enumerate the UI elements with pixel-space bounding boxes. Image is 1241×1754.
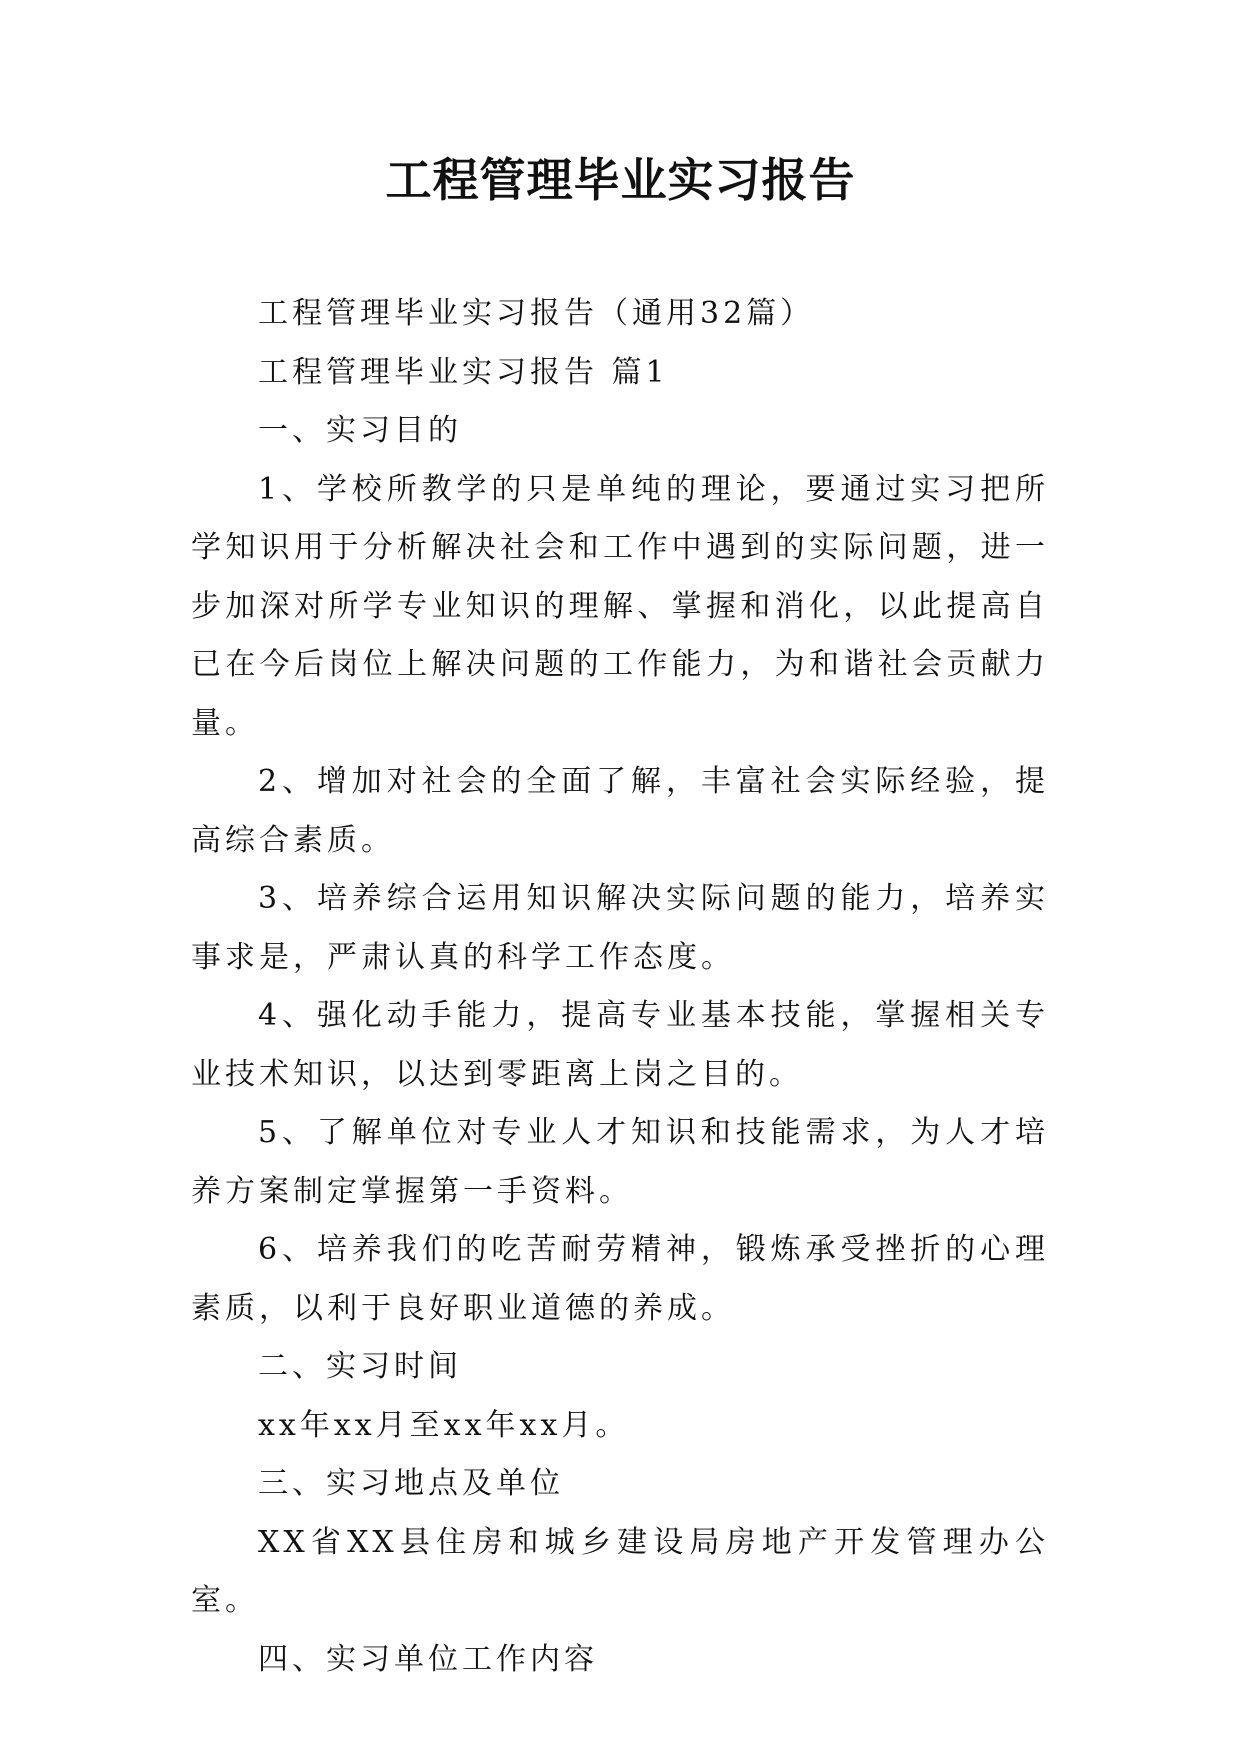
purpose-item-4: 4、强化动手能力，提高专业基本技能，掌握相关专业技术知识，以达到零距离上岗之目的。: [191, 998, 1049, 1092]
document-body: [191, 285, 1049, 1689]
time-paragraph: xx年xx月至xx年xx月。: [258, 1407, 630, 1443]
purpose-item-1: 1、学校所教学的只是单纯的理论，要通过实习把所学知识用于分析解决社会和工作中遇到的实际问题，进一步加深对所学专业知识的理解、掌握和消化，以此提高自已在今后岗位上解决问题的工作能力，为和谐社会贡献力量。: [191, 471, 1049, 741]
heading-location: 三、实习地点及单位: [258, 1466, 564, 1501]
heading-work-content: 四、实习单位工作内容: [258, 1641, 598, 1677]
heading-time: 二、实习时间: [258, 1349, 462, 1384]
purpose-item-5: 5、了解单位对专业人才知识和技能需求，为人才培养方案制定掌握第一手资料。: [191, 1115, 1049, 1209]
section-heading-part1: 工程管理毕业实习报告 篇1: [258, 354, 669, 390]
subtitle-paragraph: 工程管理毕业实习报告（通用32篇）: [258, 296, 815, 331]
heading-purpose: 一、实习目的: [258, 413, 462, 448]
purpose-item-2: 2、增加对社会的全面了解，丰富社会实际经验，提高综合素质。: [191, 764, 1049, 858]
document-title: 工程管理毕业实习报告: [385, 153, 856, 207]
purpose-item-6: 6、培养我们的吃苦耐劳精神，锻炼承受挫折的心理素质，以利于良好职业道德的养成。: [191, 1232, 1049, 1326]
purpose-item-3: 3、培养综合运用知识解决实际问题的能力，培养实事求是，严肃认真的科学工作态度。: [191, 881, 1049, 975]
location-paragraph: XX省XX县住房和城乡建设局房地产开发管理办公室。: [191, 1524, 1049, 1618]
